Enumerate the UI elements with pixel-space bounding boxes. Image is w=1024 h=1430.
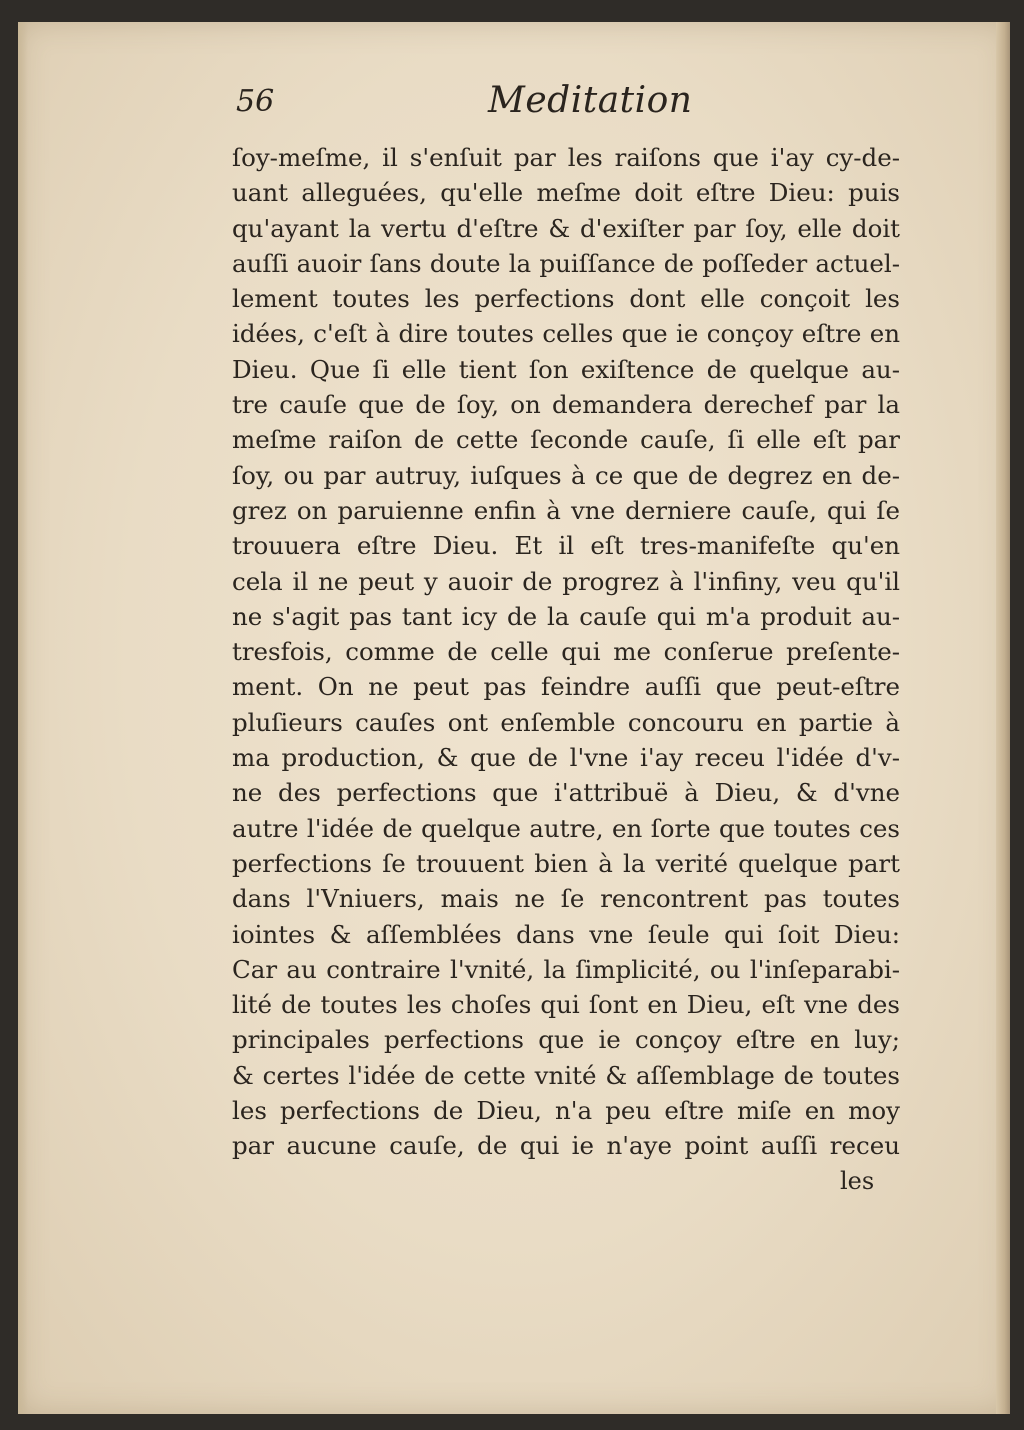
- page-edge: [996, 22, 1010, 1414]
- text-line: uant alleguées, qu'elle meſme doit eſtre Dieu: puis: [232, 178, 900, 208]
- text-line: tre cauſe que de ſoy, on demandera derechef par la: [232, 390, 900, 420]
- text-line: cela il ne peut y auoir de progrez à l'infiny, veu qu'il: [232, 566, 900, 596]
- text-line: ne s'agit pas tant icy de la cauſe qui m'a produit au-: [232, 601, 900, 631]
- catchword: les: [840, 1167, 875, 1195]
- text-line: idées, c'eſt à dire toutes celles que ie conçoy eſtre en: [232, 319, 900, 349]
- body-text: [232, 140, 900, 1164]
- text-line: grez on paruienne enfin à vne derniere cauſe, qui ſe: [232, 495, 900, 525]
- text-line: ne des perfections que i'attribuë à Dieu, & d'vne: [232, 778, 900, 808]
- text-line: Dieu. Que ſi elle tient ſon exiſtence de quelque au-: [232, 354, 900, 384]
- text-line: perfections ſe trouuent bien à la verité quelque part: [232, 848, 900, 878]
- text-line: ment. On ne peut pas feindre auſſi que peut-eſtre: [232, 672, 900, 702]
- text-line: qu'ayant la vertu d'eſtre & d'exiſter par ſoy, elle doit: [232, 213, 900, 243]
- text-line: pluſieurs cauſes ont enſemble concouru en partie à: [232, 707, 900, 737]
- page-header: [232, 80, 900, 130]
- text-line: autre l'idée de quelque autre, en ſorte que toutes ces: [232, 813, 900, 843]
- text-line: dans l'Vniuers, mais ne ſe rencontrent pas toutes: [232, 884, 900, 914]
- text-line: lement toutes les perfections dont elle conçoit les: [232, 284, 900, 314]
- text-line: trouuera eſtre Dieu. Et il eſt tres-manifeſte qu'en: [232, 531, 900, 561]
- running-head: Meditation: [488, 80, 693, 121]
- text-line: lité de toutes les choſes qui ſont en Dieu, eſt vne des: [232, 990, 900, 1020]
- text-line: iointes & aſſemblées dans vne ſeule qui ſoit Dieu:: [232, 919, 900, 949]
- text-line: les perfections de Dieu, n'a peu eſtre miſe en moy: [232, 1096, 900, 1126]
- text-line: Car au contraire l'vnité, la ſimplicité, ou l'inſeparabi-: [232, 954, 900, 984]
- text-line: auſſi auoir ſans doute la puiſſance de poſſeder actuel-: [232, 248, 900, 278]
- text-line: tresfois, comme de celle qui me conſerue preſente-: [232, 637, 900, 667]
- page-number: 56: [236, 84, 275, 119]
- text-line: meſme raiſon de cette ſeconde cauſe, ſi elle eſt par: [232, 425, 900, 455]
- text-line: ſoy-meſme, il s'enſuit par les raiſons que i'ay cy-de-: [232, 143, 900, 172]
- text-line: ma production, & que de l'vne i'ay receu l'idée d'v-: [232, 743, 900, 773]
- text-line: ſoy, ou par autruy, iuſques à ce que de degrez en de-: [232, 460, 900, 490]
- text-line: par aucune cauſe, de qui ie n'aye point auſſi receu: [232, 1131, 900, 1161]
- text-line: & certes l'idée de cette vnité & aſſemblage de toutes: [232, 1060, 900, 1090]
- spine-shadow: [18, 22, 28, 1414]
- text-line: principales perfections que ie conçoy eſtre en luy;: [232, 1025, 900, 1055]
